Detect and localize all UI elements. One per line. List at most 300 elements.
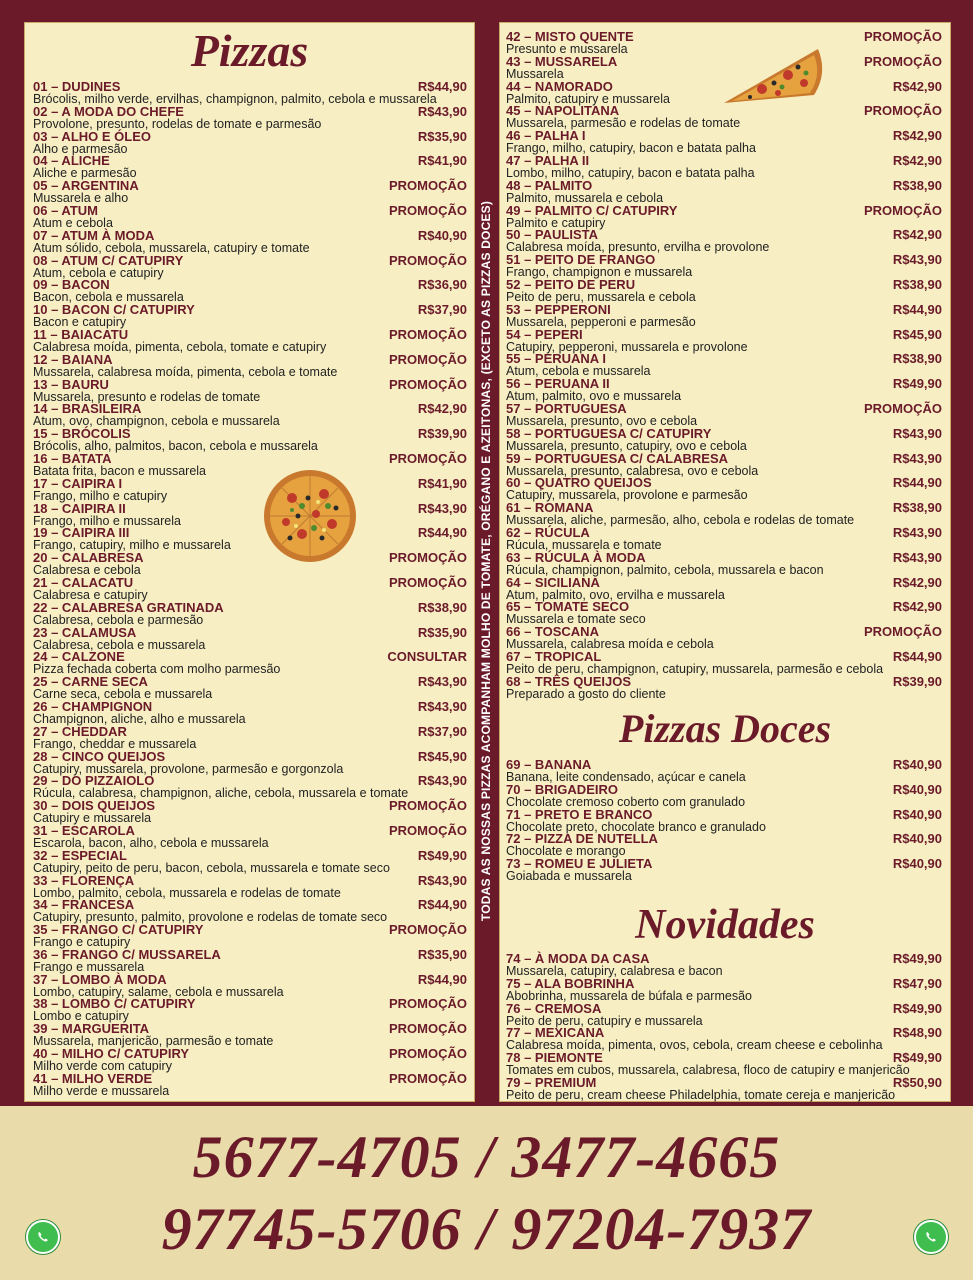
menu-item-description: Mussarela, pepperoni e parmesão	[506, 314, 696, 329]
menu-item-price: R$40,90	[892, 831, 942, 847]
menu-item-description: Alho e parmesão	[33, 141, 128, 156]
menu-item-name: 51 – PEITO DE FRANGO	[506, 252, 656, 268]
menu-item-description: Rúcula, mussarela e tomate	[506, 537, 662, 552]
whatsapp-icon	[26, 1220, 60, 1254]
menu-item-price: R$43,90	[892, 450, 942, 466]
menu-item	[506, 378, 942, 403]
menu-item-price: R$42,90	[892, 599, 942, 615]
pizza-list-left	[33, 81, 467, 1098]
menu-item-price: PROMOÇÃO	[389, 922, 467, 938]
menu-item	[33, 103, 467, 131]
novidades-title: Novidades	[635, 902, 815, 948]
menu-item	[33, 698, 467, 726]
menu-item-name: 24 – CALZONE	[33, 649, 125, 665]
menu-item-price: R$42,90	[892, 574, 942, 590]
menu-item	[33, 723, 467, 751]
menu-item-name: 42 – MISTO QUENTE	[506, 29, 634, 44]
menu-item	[33, 155, 467, 180]
menu-item-price: R$42,90	[892, 152, 942, 168]
menu-item	[506, 177, 942, 205]
menu-item	[33, 128, 467, 156]
menu-item	[33, 326, 467, 354]
menu-item-description: Batata frita, bacon e mussarela	[33, 463, 207, 478]
menu-item-price: PROMOÇÃO	[389, 822, 467, 838]
menu-item-name: 75 – ALA BOBRINHA	[506, 975, 635, 991]
menu-item-price: R$37,90	[417, 302, 467, 318]
menu-item	[506, 1052, 942, 1077]
menu-item	[506, 626, 942, 651]
menu-item	[33, 847, 467, 875]
menu-item-name: 31 – ESCAROLA	[33, 822, 135, 838]
menu-item	[506, 806, 942, 834]
menu-item-description: Catupiry e mussarela	[33, 811, 152, 826]
menu-item-description: Chocolate preto, chocolate branco e granulado	[506, 819, 766, 834]
menu-item-price: R$49,90	[892, 1000, 942, 1016]
menu-item-price: PROMOÇÃO	[864, 29, 942, 44]
menu-item-description: Peito de peru, catupiry e mussarela	[506, 1013, 703, 1028]
menu-item-price: R$37,90	[417, 723, 467, 739]
menu-item-price: R$42,90	[892, 78, 942, 94]
menu-item-description: Mussarela, calabresa moída, pimenta, cebola e tomate	[33, 364, 338, 379]
menu-item-name: 48 – PALMITO	[506, 177, 593, 193]
menu-item	[506, 759, 942, 784]
menu-item-price: R$43,90	[417, 674, 467, 690]
menu-item-description: Frango e mussarela	[33, 959, 145, 974]
menu-item	[33, 450, 467, 478]
menu-item-description: Catupiry, presunto, palmito, provolone e rodelas de tomate seco	[33, 910, 388, 925]
menu-item-name: 78 – PIEMONTE	[506, 1050, 603, 1066]
menu-item	[506, 353, 942, 378]
menu-item-price: R$50,90	[892, 1074, 942, 1090]
menu-item-price: PROMOÇÃO	[864, 400, 942, 416]
menu-item	[33, 428, 467, 453]
menu-item-description: Frango, champignon e mussarela	[506, 265, 693, 280]
menu-item-name: 37 – LOMBO À MODA	[33, 971, 167, 987]
menu-item-name: 46 – PALHA I	[506, 128, 586, 144]
menu-item	[506, 276, 942, 304]
menu-item-name: 43 – MUSSARELA	[506, 53, 618, 69]
menu-item-price: PROMOÇÃO	[864, 624, 942, 640]
menu-item-name: 62 – RÚCULA	[506, 524, 590, 540]
menu-item-price: PROMOÇÃO	[389, 574, 467, 590]
menu-item-name: 03 – ALHO E ÓLEO	[33, 128, 151, 144]
menu-item-price: PROMOÇÃO	[389, 202, 467, 218]
menu-item-description: Palmito, mussarela e cebola	[506, 190, 664, 205]
menu-item-price: R$36,90	[417, 277, 467, 293]
menu-item	[33, 651, 467, 676]
menu-item-name: 09 – BACON	[33, 277, 110, 293]
menu-item-name: 27 – CHEDDAR	[33, 723, 127, 739]
menu-item-description: Milho verde com catupiry	[33, 1059, 172, 1074]
menu-item-name: 14 – BRASILEIRA	[33, 401, 142, 417]
menu-item-name: 74 – À MODA DA CASA	[506, 951, 650, 966]
menu-item-name: 15 – BRÓCOLIS	[33, 426, 131, 442]
menu-item-price: R$40,90	[892, 757, 942, 772]
menu-item-price: R$41,90	[417, 153, 467, 169]
menu-item-name: 02 – A MODA DO CHEFE	[33, 103, 184, 119]
menu-item-price: R$43,90	[417, 103, 467, 119]
menu-item	[33, 252, 467, 280]
menu-item-price: R$49,90	[417, 847, 467, 863]
menu-item	[33, 376, 467, 404]
menu-item	[33, 872, 467, 900]
menu-item	[33, 971, 467, 999]
menu-item	[506, 648, 942, 676]
side-banner	[475, 22, 497, 1100]
menu-item-price: R$44,90	[892, 301, 942, 317]
pizza-slice-icon	[718, 43, 830, 115]
menu-item-name: 30 – DOIS QUEIJOS	[33, 798, 156, 814]
menu-item-description: Catupiry, mussarela, provolone e parmesão	[506, 488, 748, 503]
menu-item-description: Atum e cebola	[33, 215, 113, 230]
menu-item	[506, 781, 942, 809]
menu-item-description: Pizza fechada coberta com molho parmesão	[33, 662, 281, 677]
pizza-icon	[262, 468, 358, 564]
menu-item-price: R$49,90	[892, 1050, 942, 1066]
menu-item-name: 60 – QUATRO QUEIJOS	[506, 475, 652, 491]
menu-item-name: 69 – BANANA	[506, 757, 592, 772]
menu-item-description: Calabresa moída, presunto, ervilha e provolone	[506, 240, 770, 255]
menu-item-name: 63 – RÚCULA À MODA	[506, 549, 646, 565]
side-banner-text: TODAS AS NOSSAS PIZZAS ACOMPANHAM MOLHO DE TOMATE, ORÉGANO E AZEITONAS, (EXCETO AS PIZZAS DOCES)	[479, 200, 494, 922]
menu-item-price: R$38,90	[892, 276, 942, 292]
menu-item-name: 38 – LOMBO C/ CATUPIRY	[33, 996, 196, 1012]
menu-item	[33, 227, 467, 255]
novidades-list	[506, 953, 942, 1102]
menu-item-name: 72 – PIZZA DE NUTELLA	[506, 831, 658, 847]
menu-item	[506, 400, 942, 428]
menu-item	[33, 351, 467, 379]
menu-item-price: PROMOÇÃO	[389, 351, 467, 367]
menu-item-name: 59 – PORTUGUESA C/ CALABRESA	[506, 450, 728, 466]
menu-item	[33, 527, 467, 552]
menu-item-description: Lombo, catupiry, salame, cebola e mussarela	[33, 984, 284, 999]
menu-item-price: R$40,90	[417, 227, 467, 243]
menu-item-name: 25 – CARNE SECA	[33, 674, 148, 690]
menu-item-description: Atum sólido, cebola, mussarela, catupiry e tomate	[33, 240, 310, 255]
menu-item	[506, 130, 942, 155]
menu-item-description: Abobrinha, mussarela de búfala e parmesão	[506, 988, 752, 1003]
menu-item-price: R$44,90	[892, 475, 942, 491]
menu-item-price: R$40,90	[892, 781, 942, 797]
menu-item-price: R$41,90	[417, 475, 467, 491]
menu-item-name: 65 – TOMATE SECO	[506, 599, 630, 615]
menu-item	[506, 502, 942, 527]
menu-item-price: R$38,90	[417, 599, 467, 615]
menu-item-name: 55 – PERUANA I	[506, 351, 606, 367]
menu-item-description: Peito de peru, mussarela e cebola	[506, 289, 696, 304]
menu-item-price: PROMOÇÃO	[389, 798, 467, 814]
menu-item-name: 22 – CALABRESA GRATINADA	[33, 599, 224, 615]
menu-item-price: R$49,90	[892, 376, 942, 392]
menu-item-price: R$35,90	[417, 624, 467, 640]
menu-item	[33, 403, 467, 428]
menu-item-name: 10 – BACON C/ CATUPIRY	[33, 302, 195, 318]
menu-item-description: Palmito e catupiry	[506, 215, 606, 230]
menu-item	[506, 673, 942, 701]
menu-item-price: R$44,90	[417, 897, 467, 913]
menu-item	[506, 1074, 942, 1102]
menu-item	[506, 858, 942, 883]
menu-item-description: Champignon, aliche, alho e mussarela	[33, 711, 246, 726]
menu-item-description: Brócolis, alho, palmitos, bacon, cebola e mussarela	[33, 439, 318, 454]
menu-item-description: Presunto e mussarela	[506, 42, 628, 56]
menu-item-description: Frango e catupiry	[33, 935, 131, 950]
menu-item	[33, 500, 467, 528]
menu-item-name: 13 – BAURU	[33, 376, 109, 392]
menu-item-name: 34 – FRANCESA	[33, 897, 135, 913]
menu-item-description: Atum, ovo, champignon, cebola e mussarela	[33, 414, 280, 429]
menu-item-description: Banana, leite condensado, açúcar e canela	[506, 770, 746, 784]
menu-item-description: Atum, cebola e catupiry	[33, 265, 164, 280]
menu-item-description: Atum, palmito, ovo e mussarela	[506, 389, 682, 404]
menu-item-description: Mussarela, calabresa moída e cebola	[506, 637, 714, 652]
menu-item-name: 08 – ATUM C/ CATUPIRY	[33, 252, 184, 268]
menu-item-description: Mussarela, presunto, ovo e cebola	[506, 413, 698, 428]
menu-item	[33, 599, 467, 627]
menu-item	[506, 953, 942, 978]
menu-item	[506, 326, 942, 354]
menu-item-name: 56 – PERUANA II	[506, 376, 610, 392]
menu-item-price: R$47,90	[892, 975, 942, 991]
menu-item-name: 18 – CAIPIRA II	[33, 500, 126, 516]
pizzas-doces-list	[506, 759, 942, 883]
menu-item	[506, 549, 942, 577]
menu-item-name: 41 – MILHO VERDE	[33, 1070, 153, 1086]
menu-item-name: 45 – NAPOLITANA	[506, 103, 620, 119]
menu-item	[33, 676, 467, 701]
menu-item-description: Mussarela	[506, 66, 564, 81]
menu-item-price: PROMOÇÃO	[389, 252, 467, 268]
menu-item-price: R$48,90	[892, 1025, 942, 1041]
menu-item-description: Chocolate e morango	[506, 844, 626, 859]
pizzas-doces-title: Pizzas Doces	[618, 706, 832, 751]
menu-item-price: R$44,90	[417, 79, 467, 94]
pizzas-title: Pizzas	[190, 25, 309, 76]
menu-item-name: 23 – CALAMUSA	[33, 624, 137, 640]
menu-item-name: 40 – MILHO C/ CATUPIRY	[33, 1046, 190, 1062]
menu-item	[506, 975, 942, 1003]
menu-item	[506, 833, 942, 858]
menu-item	[506, 1000, 942, 1028]
menu-item-name: 57 – PORTUGUESA	[506, 400, 627, 416]
menu-item-name: 11 – BAIACATU	[33, 326, 129, 342]
menu-item-description: Carne seca, cebola e mussarela	[33, 687, 213, 702]
menu-item	[506, 202, 942, 230]
menu-item-description: Mussarela e alho	[33, 191, 129, 206]
menu-item-description: Mussarela, presunto, catupiry, ovo e cebola	[506, 438, 747, 453]
menu-item	[506, 152, 942, 180]
menu-item-description: Bacon, cebola e mussarela	[33, 290, 184, 305]
menu-panel-left	[24, 22, 475, 1102]
menu-item-description: Mussarela, parmesão e rodelas de tomate	[506, 116, 741, 131]
menu-item	[506, 524, 942, 552]
menu-item-description: Atum, cebola e mussarela	[506, 364, 651, 379]
menu-item-price: PROMOÇÃO	[389, 1070, 467, 1086]
menu-item	[506, 229, 942, 254]
menu-item-description: Mussarela e tomate seco	[506, 612, 646, 627]
menu-item-description: Goiabada e mussarela	[506, 869, 632, 884]
menu-item-price: R$39,90	[892, 673, 942, 689]
footer-phones	[0, 1106, 973, 1280]
menu-item-price: CONSULTAR	[387, 649, 467, 665]
menu-item	[506, 301, 942, 329]
menu-item-price: R$44,90	[417, 971, 467, 987]
menu-item-price: R$40,90	[892, 856, 942, 872]
menu-item-description: Frango, milho e catupiry	[33, 488, 168, 503]
menu-item-name: 47 – PALHA II	[506, 152, 590, 168]
menu-item-name: 20 – CALABRESA	[33, 550, 144, 566]
menu-item-description: Frango, catupiry, milho e mussarela	[33, 538, 231, 553]
menu-item	[33, 624, 467, 652]
menu-item-name: 06 – ATUM	[33, 202, 99, 218]
menu-item-price: R$42,90	[417, 401, 467, 417]
menu-item-name: 66 – TOSCANA	[506, 624, 599, 640]
menu-item-price: R$44,90	[417, 525, 467, 541]
menu-item	[33, 475, 467, 503]
menu-item-name: 07 – ATUM À MODA	[33, 227, 155, 243]
menu-item-name: 73 – ROMEU E JULIETA	[506, 856, 653, 872]
menu-item-price: R$45,90	[892, 326, 942, 342]
menu-item-description: Bacon e catupiry	[33, 315, 127, 330]
menu-item-price: PROMOÇÃO	[389, 178, 467, 194]
menu-item-name: 32 – ESPECIAL	[33, 847, 127, 863]
menu-item-name: 64 – SICILIANA	[506, 574, 600, 590]
menu-item-price: PROMOÇÃO	[864, 53, 942, 69]
menu-item-description: Mussarela, presunto, calabresa, ovo e cebola	[506, 463, 759, 478]
menu-item-name: 61 – ROMANA	[506, 500, 594, 516]
menu-item-description: Rúcula, calabresa, champignon, aliche, cebola, mussarela e tomate	[33, 786, 409, 801]
menu-item-price: R$35,90	[417, 128, 467, 144]
menu-item-description: Frango, cheddar e mussarela	[33, 736, 197, 751]
menu-item-name: 16 – BATATA	[33, 450, 112, 466]
menu-item-description: Preparado a gosto do cliente	[506, 686, 666, 701]
menu-item-description: Lombo, milho, catupiry, bacon e batata palha	[506, 165, 755, 180]
menu-item	[33, 822, 467, 850]
menu-item-price: R$42,90	[892, 227, 942, 243]
menu-item	[506, 254, 942, 279]
menu-item-description: Tomates em cubos, mussarela, calabresa, floco de catupiry e manjericão	[506, 1063, 910, 1078]
menu-item-description: Catupiry, pepperoni, mussarela e provolone	[506, 339, 748, 354]
phone-numbers-line-2: 97745-5706 / 97204-7937	[161, 1196, 812, 1262]
menu-item-name: 28 – CINCO QUEIJOS	[33, 748, 166, 764]
menu-item-name: 71 – PRETO E BRANCO	[506, 806, 653, 822]
menu-item-description: Milho verde e mussarela	[33, 1083, 170, 1098]
menu-item-description: Rúcula, champignon, palmito, cebola, mussarela e bacon	[506, 562, 824, 577]
menu-item-description: Mussarela, catupiry, calabresa e bacon	[506, 964, 723, 978]
menu-item-name: 05 – ARGENTINA	[33, 178, 139, 194]
menu-item-price: PROMOÇÃO	[389, 376, 467, 392]
menu-item-name: 79 – PREMIUM	[506, 1074, 597, 1090]
menu-item	[33, 202, 467, 230]
menu-item-price: R$45,90	[417, 748, 467, 764]
menu-item-description: Calabresa moída, pimenta, ovos, cebola, cream cheese e cebolinha	[506, 1038, 883, 1053]
menu-item-price: PROMOÇÃO	[864, 103, 942, 119]
menu-item-name: 35 – FRANGO C/ CATUPIRY	[33, 922, 204, 938]
menu-item	[33, 304, 467, 329]
menu-item-name: 77 – MEXICANA	[506, 1025, 605, 1041]
menu-item-name: 21 – CALACATU	[33, 574, 134, 590]
menu-item-price: R$38,90	[892, 500, 942, 516]
menu-item-name: 67 – TROPICAL	[506, 648, 602, 664]
menu-item-price: PROMOÇÃO	[864, 202, 942, 218]
menu-item-description: Calabresa, cebola e mussarela	[33, 637, 206, 652]
menu-item-description: Lombo, palmito, cebola, mussarela e rodelas de tomate	[33, 885, 341, 900]
menu-item-price: R$49,90	[892, 951, 942, 966]
menu-item-name: 54 – PEPERI	[506, 326, 583, 342]
menu-item-price: R$43,90	[892, 524, 942, 540]
menu-item-name: 39 – MARGUERITA	[33, 1021, 150, 1037]
phone-numbers-line-1: 5677-4705 / 3477-4665	[192, 1124, 781, 1190]
menu-item-description: Calabresa moída, pimenta, cebola, tomate e catupiry	[33, 339, 327, 354]
menu-item-description: Calabresa e catupiry	[33, 587, 148, 602]
pizza-list-right	[506, 31, 942, 701]
menu-item	[33, 998, 467, 1023]
menu-item-price: R$42,90	[892, 128, 942, 144]
menu-item-description: Escarola, bacon, alho, cebola e mussarela	[33, 835, 269, 850]
menu-item-description: Palmito, catupiry e mussarela	[506, 91, 670, 106]
menu-item-name: 52 – PEITO DE PERU	[506, 276, 636, 292]
menu-item-description: Catupiry, peito de peru, bacon, cebola, mussarela e tomate seco	[33, 860, 390, 875]
menu-item	[506, 601, 942, 626]
menu-item	[506, 425, 942, 453]
menu-item-description: Lombo e catupiry	[33, 1009, 129, 1024]
menu-item-price: PROMOÇÃO	[389, 450, 467, 466]
menu-item	[33, 1048, 467, 1073]
menu-item-description: Atum, palmito, ovo, ervilha e mussarela	[506, 587, 725, 602]
menu-item-price: R$43,90	[417, 698, 467, 714]
menu-item-price: R$40,90	[892, 806, 942, 822]
menu-item-name: 68 – TRÊS QUEIJOS	[506, 673, 631, 689]
menu-item-name: 19 – CAIPIRA III	[33, 525, 130, 541]
menu-item-name: 04 – ALICHE	[33, 153, 110, 169]
menu-item	[33, 552, 467, 577]
menu-item-description: Frango, milho e mussarela	[33, 513, 181, 528]
menu-item-name: 44 – NAMORADO	[506, 78, 613, 94]
menu-item-description: Mussarela, presunto e rodelas de tomate	[33, 389, 261, 404]
menu-item-price: PROMOÇÃO	[389, 326, 467, 342]
menu-item-price: R$35,90	[417, 946, 467, 962]
menu-item-name: 49 – PALMITO C/ CATUPIRY	[506, 202, 678, 218]
menu-item-price: R$43,90	[417, 773, 467, 789]
menu-item-name: 12 – BAIANA	[33, 351, 113, 367]
menu-item-price: R$44,90	[892, 648, 942, 664]
menu-item-description: Mussarela, aliche, parmesão, alho, cebola e rodelas de tomate	[506, 513, 855, 528]
menu-item-price: R$38,90	[892, 351, 942, 367]
menu-item	[506, 574, 942, 602]
menu-item-name: 76 – CREMOSA	[506, 1000, 602, 1016]
menu-item-name: 17 – CAIPIRA I	[33, 475, 123, 491]
menu-item-price: R$43,90	[892, 549, 942, 565]
menu-item-price: R$43,90	[892, 425, 942, 441]
menu-item-description: Peito de peru, cream cheese Philadelphia, tomate cereja e manjericão	[506, 1087, 896, 1102]
menu-item	[506, 1027, 942, 1052]
menu-item-description: Chocolate cremoso coberto com granulado	[506, 794, 746, 809]
menu-item-name: 58 – PORTUGUESA C/ CATUPIRY	[506, 425, 712, 441]
menu-item-description: Calabresa e cebola	[33, 563, 141, 578]
whatsapp-icon	[914, 1220, 948, 1254]
menu-item-name: 29 – DO PIZZAIOLO	[33, 773, 155, 789]
menu-item-description: Aliche e parmesão	[33, 166, 137, 181]
menu-item-price: PROMOÇÃO	[389, 996, 467, 1012]
menu-item-name: 50 – PAULISTA	[506, 227, 598, 243]
menu-item-description: Catupiry, mussarela, provolone, parmesão e gorgonzola	[33, 761, 344, 776]
menu-item-price: R$43,90	[417, 872, 467, 888]
menu-item	[33, 180, 467, 205]
menu-item-description: Brócolis, milho verde, ervilhas, champignon, palmito, cebola e mussarela	[33, 92, 437, 106]
menu-item	[506, 477, 942, 502]
menu-item-name: 70 – BRIGADEIRO	[506, 781, 618, 797]
